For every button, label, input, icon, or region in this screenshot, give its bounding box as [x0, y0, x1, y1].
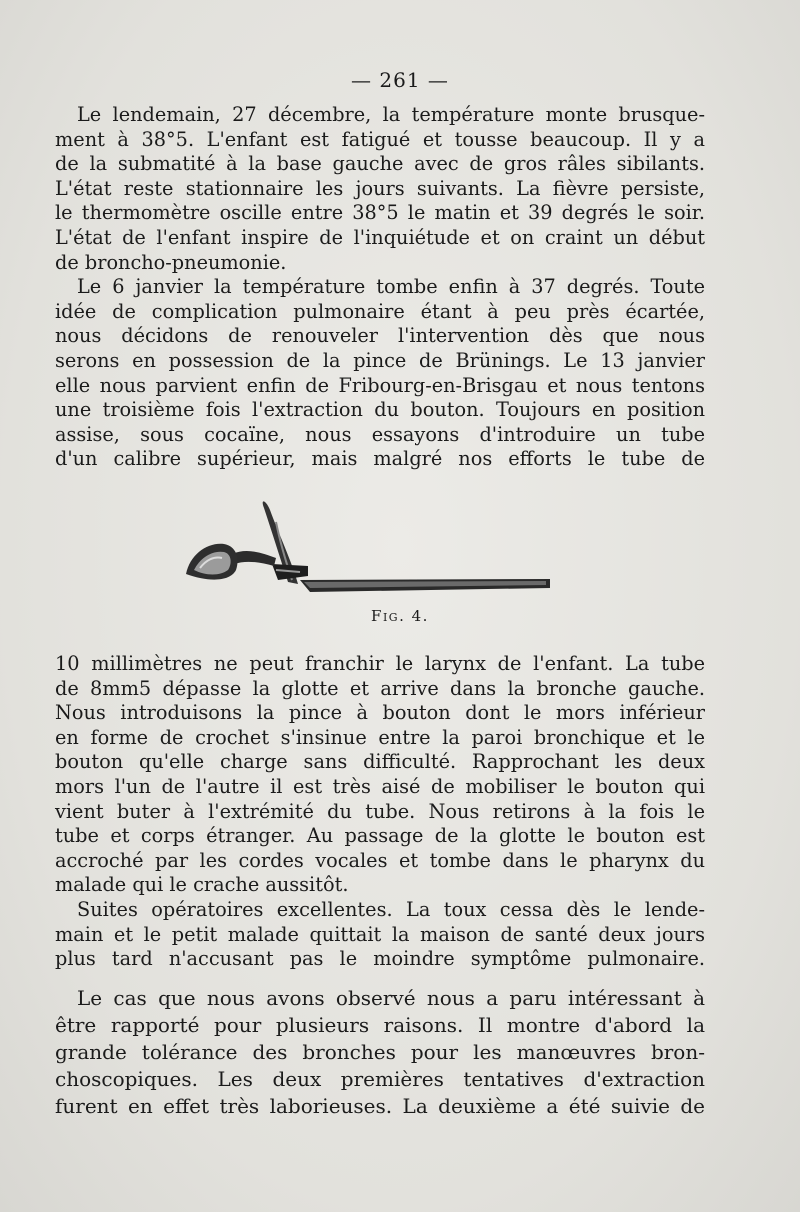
text-line: Suites opératoires excellentes. La toux cessa dès le lende- [77, 897, 705, 921]
figure-caption: Fig. 4. [371, 607, 429, 625]
text-line: une troisième fois l'extraction du bouton. Toujours en position [55, 398, 705, 422]
text-line: d'un calibre supérieur, mais malgré nos efforts le tube de [55, 447, 705, 471]
text-line: Le lendemain, 27 décembre, la température monte brusque- [77, 103, 705, 126]
text-line: bouton qu'elle charge sans difficulté. Rapprochant les deux [55, 750, 705, 774]
text-line: malade qui le crache aussitôt. [55, 873, 349, 897]
text-line: de broncho-pneumonie. [55, 250, 287, 274]
paragraph-outcome [55, 898, 705, 972]
text-line: nous décidons de renouveler l'intervention dès que nous [55, 324, 705, 348]
forceps-illustration [180, 492, 560, 602]
text-line: assise, sous cocaïne, nous essayons d'introduire un tube [55, 422, 705, 446]
text-line: Le 6 janvier la température tombe enfin à 37 degrés. Toute [77, 275, 705, 299]
text-line: main et le petit malade quittait la maison de santé deux jours [55, 922, 705, 946]
text-line: Le cas que nous avons observé nous a paru intéressant à [77, 986, 705, 1010]
paragraph-extraction [55, 652, 705, 898]
paragraph-discussion [55, 985, 705, 1120]
text-line: tube et corps étranger. Au passage de la glotte le bouton est [55, 824, 705, 848]
text-line: furent en effet très laborieuses. La deuxième a été suivie de [55, 1094, 705, 1118]
text-line: 10 millimètres ne peut franchir le larynx de l'enfant. La tube [55, 652, 705, 675]
text-line: mors l'un de l'autre il est très aisé de mobiliser le bouton qui [55, 774, 705, 798]
text-line: plus tard n'accusant pas le moindre symptôme pulmonaire. [55, 947, 705, 971]
text-line: ment à 38°5. L'enfant est fatigué et tousse beaucoup. Il y a [55, 127, 705, 151]
text-block-top [55, 103, 705, 472]
paragraph-third-attempt [55, 275, 705, 472]
page-number: — 261 — [351, 68, 449, 92]
text-line: en forme de crochet s'insinue entre la paroi bronchique et le [55, 725, 705, 749]
text-line: accroché par les cordes vocales et tombe dans le pharynx du [55, 848, 705, 872]
text-line: de 8mm5 dépasse la glotte et arrive dans la bronche gauche. [55, 676, 705, 700]
text-line: L'état reste stationnaire les jours suivants. La fièvre persiste, [55, 176, 705, 200]
text-line: elle nous parvient enfin de Fribourg-en-Brisgau et nous tentons [55, 373, 705, 397]
text-line: grande tolérance des bronches pour les manœuvres bron- [55, 1040, 705, 1064]
text-line: L'état de l'enfant inspire de l'inquiétude et on craint un début [55, 225, 705, 249]
text-line: Nous introduisons la pince à bouton dont le mors inférieur [55, 701, 705, 725]
text-line: serons en possession de la pince de Brünings. Le 13 janvier [55, 348, 705, 372]
text-block-bottom [55, 652, 705, 972]
text-line: le thermomètre oscille entre 38°5 le matin et 39 degrés le soir. [55, 201, 705, 225]
text-line: choscopiques. Les deux premières tentatives d'extraction [55, 1067, 705, 1091]
text-line: être rapporté pour plusieurs raisons. Il montre d'abord la [55, 1013, 705, 1037]
text-line: de la submatité à la base gauche avec de gros râles sibilants. [55, 152, 705, 176]
text-block-discussion [55, 985, 705, 1120]
text-line: idée de complication pulmonaire étant à peu près écartée, [55, 299, 705, 323]
text-line: vient buter à l'extrémité du tube. Nous retirons à la fois le [55, 799, 705, 823]
paragraph-temperature-rise [55, 103, 705, 275]
